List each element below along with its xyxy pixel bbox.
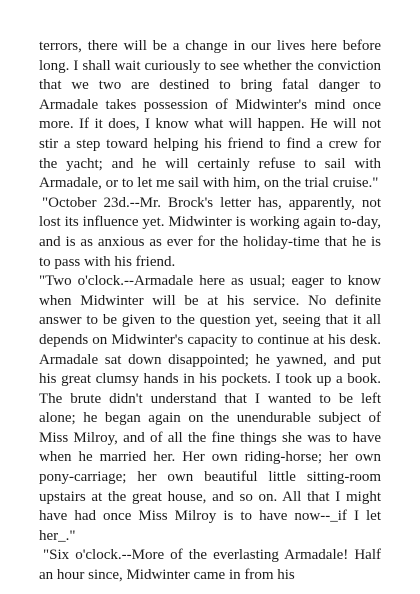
paragraph-terrors-continuation: terrors, there will be a change in our lives here before long. I shall wait curiously to see whether the conviction that we two are destined to bring fatal danger to Armadale takes possession of Midwinter's mind once more. If it does, I know what will happen. He will not stir a step toward helping his friend to find a crew for the yacht; and he will certainly refuse to sail with Armadale, or to let me sail with him, on the trial cruise." — [39, 38, 381, 192]
paragraph-two-oclock: "Two o'clock.--Armadale here as usual; eager to know when Midwinter will be at his service. No definite answer to be given to the question yet, seeing that it all depends on Midwinter's capacity to continue at his desk. Armadale sat down disappointed; he yawned, and put his great clumsy hands in his pockets. I took up a book. The brute didn't understand that I wanted to be left alone; he began again on the unendurable subject of Miss Milroy, and of all the fine things she was to have when he married her. Her own riding-horse; her own pony-carriage; her own beautiful little sitting-room upstairs at the great house, and so on. All that I might have had once Miss Milroy is to have now--_if I let her_." — [39, 273, 381, 544]
paragraph-six-oclock: "Six o'clock.--More of the everlasting Armadale! Half an hour since, Midwinter came in from his — [39, 547, 381, 584]
paragraph-october-23d: "October 23d.--Mr. Brock's letter has, apparently, not lost its influence yet. Midwinter is working again to-day, and is as anxious as ever for the holiday-time that he is to pass with his friend. — [39, 194, 381, 270]
book-page — [39, 37, 381, 586]
